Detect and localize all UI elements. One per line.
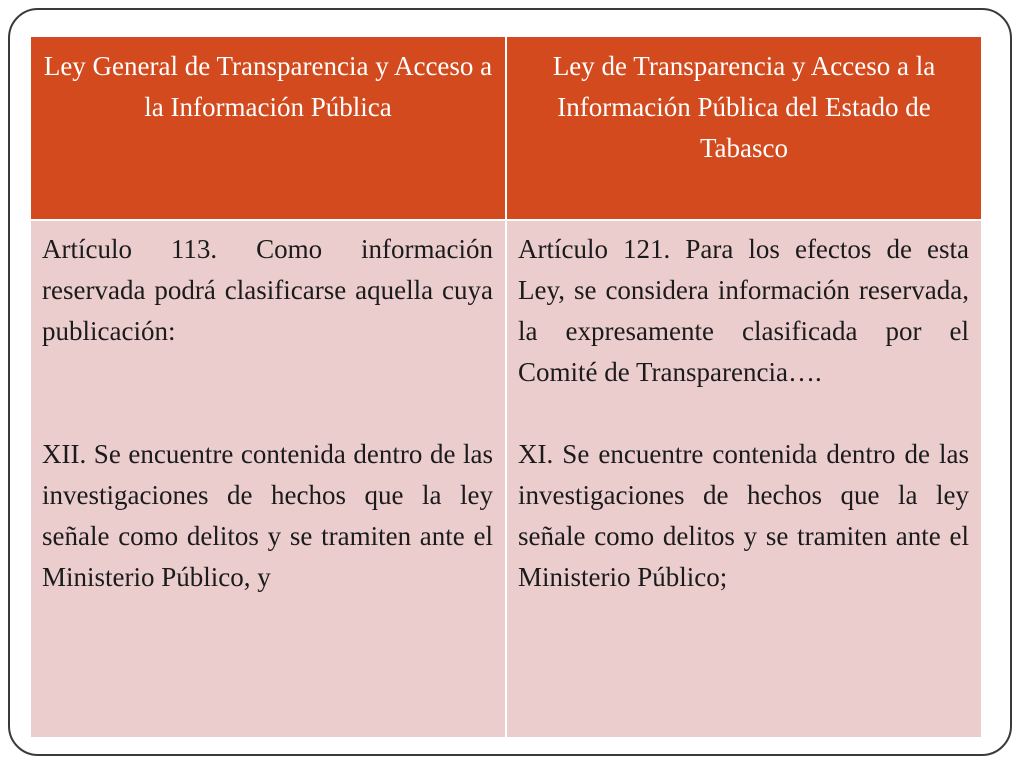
header-ley-tabasco: Ley de Transparencia y Acceso a la Información Pública del Estado de Tabasco [507, 37, 981, 219]
spacer [42, 352, 493, 434]
spacer [518, 393, 969, 434]
article-113-text: Artículo 113. Como información reservada podrá clasificarse aquella cuya publicación: [42, 234, 493, 346]
article-121-text: Artículo 121. Para los efectos de esta Ley, se considera información reservada, la expresamente clasificada por el Comité de Transparencia…. [518, 234, 969, 387]
header-ley-general: Ley General de Transparencia y Acceso a la Información Pública [31, 37, 505, 219]
comparison-table [31, 37, 981, 737]
cell-ley-tabasco [507, 221, 981, 737]
fraction-xi-text: XI. Se encuentre contenida dentro de las investigaciones de hechos que la ley señale como delitos y se tramiten ante el Ministerio Público; [518, 439, 969, 592]
fraction-xii-text: XII. Se encuentre contenida dentro de las investigaciones de hechos que la ley señale como delitos y se tramiten ante el Ministerio Público, y [42, 439, 493, 592]
cell-ley-general [31, 221, 505, 737]
